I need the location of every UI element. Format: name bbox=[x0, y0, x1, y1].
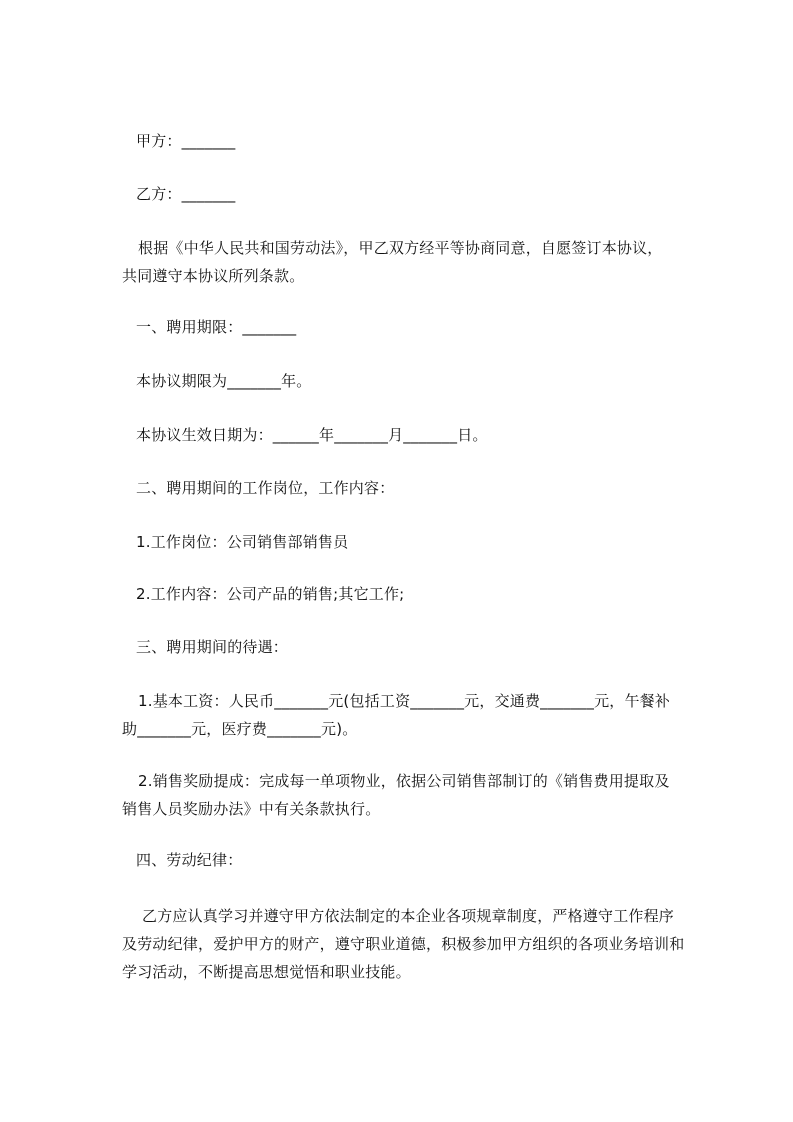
labor-discipline-paragraph bbox=[122, 902, 702, 986]
section1-heading: 一、聘用期限：_______ bbox=[136, 318, 297, 336]
sales-bonus-paragraph bbox=[122, 767, 702, 823]
base-salary-line-2: 助_______元，医疗费_______元)。 bbox=[122, 720, 358, 738]
labor-discipline-line-3: 学习活动，不断提高思想觉悟和职业技能。 bbox=[122, 963, 411, 981]
base-salary-line-1: 1.基本工资：人民币_______元(包括工资_______元，交通费_______元，午餐补 bbox=[138, 692, 671, 710]
party-a-line: 甲方：_______ bbox=[136, 132, 236, 150]
labor-discipline-line-1: 乙方应认真学习并遵守甲方依法制定的本企业各项规章制度，严格遵守工作程序 bbox=[142, 907, 675, 925]
sales-bonus-line-2: 销售人员奖励办法》中有关条款执行。 bbox=[122, 800, 381, 818]
sales-bonus-line-1: 2.销售奖励提成：完成每一单项物业，依据公司销售部制订的《销售费用提取及 bbox=[138, 772, 670, 790]
agreement-term: 本协议期限为_______年。 bbox=[136, 372, 312, 390]
job-content-item: 2.工作内容：公司产品的销售;其它工作; bbox=[136, 585, 405, 603]
labor-discipline-line-2: 及劳动纪律，爱护甲方的财产，遵守职业道德，积极参加甲方组织的各项业务培训和 bbox=[122, 935, 685, 953]
section2-heading: 二、聘用期间的工作岗位，工作内容： bbox=[136, 479, 395, 497]
section3-heading: 三、聘用期间的待遇： bbox=[136, 638, 289, 656]
party-b-line: 乙方：_______ bbox=[136, 185, 236, 203]
section4-heading: 四、劳动纪律： bbox=[136, 851, 243, 869]
preamble-paragraph bbox=[122, 234, 702, 290]
job-position-item: 1.工作岗位：公司销售部销售员 bbox=[136, 533, 349, 551]
base-salary-paragraph bbox=[122, 687, 702, 743]
effective-date: 本协议生效日期为：______年_______月_______日。 bbox=[136, 426, 488, 444]
preamble-line-1: 根据《中华人民共和国劳动法》，甲乙双方经平等协商同意，自愿签订本协议， bbox=[138, 239, 663, 257]
preamble-line-2: 共同遵守本协议所列条款。 bbox=[122, 267, 305, 285]
